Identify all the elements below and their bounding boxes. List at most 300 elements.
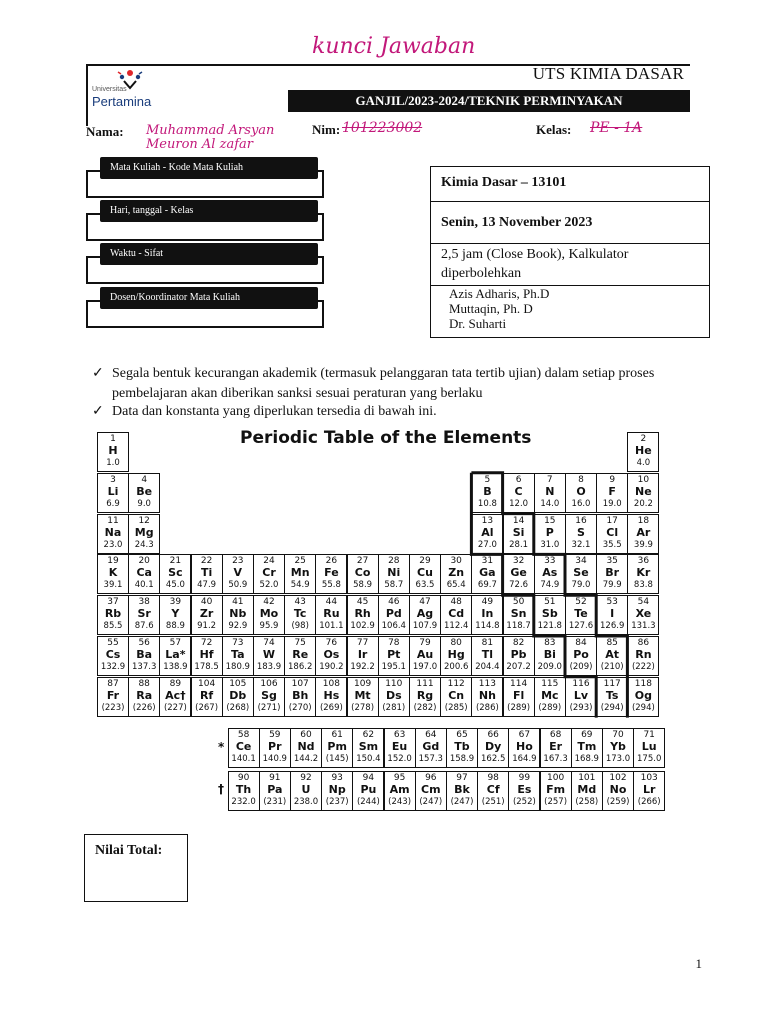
atomic-mass: (247) <box>450 796 474 807</box>
atomic-mass: 55.8 <box>321 580 341 591</box>
duration-line-2: diperbolehkan <box>441 266 522 281</box>
element-symbol: Th <box>235 782 252 796</box>
element-cell-be <box>128 473 160 513</box>
element-symbol: In <box>481 607 494 621</box>
actinide-marker: † <box>218 782 224 796</box>
atomic-number: 16 <box>575 515 587 526</box>
atomic-mass: (258) <box>575 796 599 807</box>
element-cell-te <box>565 595 597 635</box>
atomic-mass: 197.0 <box>412 662 438 672</box>
element-cell-xe <box>627 595 659 635</box>
atomic-mass: 192.2 <box>350 662 375 672</box>
element-symbol: Rh <box>354 607 371 621</box>
atomic-mass: 47.9 <box>197 580 217 591</box>
nim-value: 101223002 <box>342 120 423 136</box>
element-symbol: Hf <box>199 648 214 661</box>
atomic-number: 95 <box>393 772 406 783</box>
element-cell-no <box>602 771 634 811</box>
element-cell-w <box>253 636 285 676</box>
atomic-mass: 40.1 <box>134 580 154 591</box>
element-cell-sn <box>503 595 535 635</box>
element-cell-v <box>222 554 254 594</box>
atomic-number: 27 <box>356 556 369 567</box>
element-symbol: Mo <box>259 607 279 621</box>
element-symbol: Dy <box>485 740 502 753</box>
atomic-number: 2 <box>640 434 647 444</box>
element-cell-ts <box>596 677 628 717</box>
element-symbol: Fe <box>324 566 339 580</box>
atomic-mass: 69.7 <box>477 580 497 591</box>
element-symbol: Fr <box>106 688 120 702</box>
element-symbol: P <box>545 525 554 539</box>
element-symbol: Mn <box>290 566 310 580</box>
element-symbol: Cs <box>105 648 121 661</box>
atomic-number: 6 <box>515 474 522 485</box>
atomic-mass: (223) <box>101 702 125 713</box>
element-cell-er <box>540 728 572 768</box>
atomic-number: 9 <box>609 474 616 485</box>
term-bar: GANJIL/2023-2024/TEKNIK PERMINYAKAN <box>288 90 690 112</box>
element-symbol: Bk <box>454 782 470 796</box>
atomic-number: 94 <box>362 772 375 783</box>
element-symbol: Kr <box>636 566 651 580</box>
atomic-number: 45 <box>356 597 369 608</box>
atomic-number: 103 <box>640 772 658 783</box>
atomic-number: 30 <box>450 556 462 567</box>
atomic-number: 26 <box>325 556 338 567</box>
atomic-mass: (222) <box>631 662 655 672</box>
element-cell-hf <box>191 636 223 676</box>
element-cell-pb <box>503 636 535 676</box>
element-cell-am <box>384 771 416 811</box>
atomic-mass: 31.0 <box>540 539 560 550</box>
atomic-number: 66 <box>487 730 499 740</box>
element-cell-fr <box>97 677 129 717</box>
element-symbol: La* <box>165 648 186 661</box>
atomic-mass: 101.1 <box>319 621 344 632</box>
atomic-mass: 24.3 <box>134 539 154 550</box>
element-cell-mc <box>534 677 566 717</box>
element-symbol: H <box>108 444 118 457</box>
element-cell-fe <box>315 554 347 594</box>
atomic-number: 90 <box>237 772 250 783</box>
element-cell-yb <box>602 728 634 768</box>
element-cell-rh <box>347 595 379 635</box>
atomic-mass: 138.9 <box>163 662 188 672</box>
element-symbol: Br <box>605 566 620 580</box>
element-symbol: Np <box>328 782 346 796</box>
atomic-mass: 121.8 <box>537 621 562 632</box>
element-cell-fl <box>503 677 535 717</box>
logo-small-text: Universitas <box>92 86 127 93</box>
element-cell-gd <box>415 728 447 768</box>
element-symbol: Ho <box>516 740 533 753</box>
atomic-mass: 65.4 <box>446 580 466 591</box>
atomic-number: 19 <box>107 556 119 567</box>
element-cell-pd <box>378 595 410 635</box>
element-cell-og <box>627 677 659 717</box>
element-cell-cu <box>409 554 441 594</box>
element-symbol: Ts <box>605 688 619 702</box>
element-symbol: Rf <box>199 688 214 702</box>
element-symbol: Nd <box>297 740 315 753</box>
element-cell-lu <box>633 728 665 768</box>
element-cell-ra <box>128 677 160 717</box>
atomic-mass: 209.0 <box>537 662 562 672</box>
atomic-number: 61 <box>331 730 343 740</box>
class-value: PE - 1A <box>590 120 643 136</box>
element-symbol: Sg <box>261 688 277 702</box>
atomic-mass: (269) <box>319 702 343 713</box>
element-symbol: Am <box>389 782 410 796</box>
atomic-number: 41 <box>232 597 244 608</box>
element-symbol: Ce <box>235 740 252 753</box>
element-cell-br <box>596 554 628 594</box>
element-symbol: Db <box>229 688 247 702</box>
atomic-number: 58 <box>237 730 250 740</box>
element-symbol: U <box>301 782 311 796</box>
atomic-number: 72 <box>200 638 213 648</box>
atomic-mass: 88.9 <box>165 621 185 632</box>
element-cell-ds <box>378 677 410 717</box>
element-cell-pu <box>352 771 384 811</box>
course-row-label: Mata Kuliah - Kode Mata Kuliah <box>100 157 318 179</box>
atomic-mass: 91.2 <box>197 621 217 632</box>
atomic-mass: 162.5 <box>481 754 506 764</box>
atomic-mass: 106.4 <box>381 621 406 632</box>
element-cell-sb <box>534 595 566 635</box>
element-symbol: I <box>610 607 615 621</box>
course-name: Kimia Dasar – 13101 <box>441 175 567 190</box>
element-symbol: Lr <box>642 782 656 796</box>
atomic-number: 44 <box>325 597 338 608</box>
name-label: Nama: <box>86 124 124 139</box>
atomic-number: 84 <box>575 638 587 648</box>
rule-bullet-2: ✓ Data dan konstanta yang diperlukan tersedia di bawah ini. <box>92 402 437 422</box>
element-symbol: Mg <box>134 525 154 539</box>
element-symbol: Zr <box>199 607 214 621</box>
atomic-number: 10 <box>637 474 650 485</box>
atomic-mass: 39.9 <box>633 539 653 550</box>
element-symbol: Yb <box>610 740 626 753</box>
atomic-number: 113 <box>478 678 496 689</box>
atomic-number: 104 <box>198 678 216 689</box>
element-symbol: Fm <box>546 782 566 796</box>
element-cell-cn <box>440 677 472 717</box>
atomic-mass: 54.9 <box>290 580 310 591</box>
element-cell-cl <box>596 514 628 554</box>
atomic-mass: (289) <box>538 702 562 713</box>
atomic-mass: (244) <box>356 796 380 807</box>
element-symbol: Es <box>517 782 532 796</box>
atomic-number: 82 <box>512 638 525 648</box>
element-cell-tc <box>284 595 316 635</box>
element-symbol: Xe <box>635 607 652 621</box>
atomic-number: 64 <box>425 730 437 740</box>
atomic-number: 42 <box>263 597 275 608</box>
atomic-number: 96 <box>425 772 437 783</box>
atomic-mass: (281) <box>382 702 406 713</box>
atomic-mass: (98) <box>291 621 309 632</box>
atomic-number: 83 <box>544 638 556 648</box>
element-cell-sm <box>352 728 384 768</box>
element-cell-po <box>565 636 597 676</box>
atomic-mass: 200.6 <box>444 662 469 672</box>
element-cell-la <box>159 636 191 676</box>
element-symbol: Ga <box>479 566 496 580</box>
element-symbol: Ti <box>200 566 213 580</box>
element-cell-pt <box>378 636 410 676</box>
element-symbol: N <box>545 484 555 498</box>
element-cell-as <box>534 554 566 594</box>
atomic-number: 3 <box>110 474 116 485</box>
atomic-mass: 144.2 <box>293 754 319 764</box>
element-symbol: Og <box>634 688 652 702</box>
atomic-number: 97 <box>456 772 468 783</box>
element-cell-mg <box>128 514 160 554</box>
element-symbol: Pb <box>510 648 527 661</box>
element-symbol: Cn <box>448 688 465 702</box>
element-symbol: Ag <box>416 607 434 621</box>
element-symbol: Rg <box>416 688 434 702</box>
atomic-number: 59 <box>269 730 281 740</box>
atomic-mass: 19.0 <box>602 498 622 509</box>
atomic-mass: 95.9 <box>259 621 279 632</box>
atomic-number: 115 <box>541 678 559 689</box>
element-cell-ar <box>627 514 659 554</box>
atomic-number: 17 <box>606 515 618 526</box>
element-cell-np <box>321 771 353 811</box>
atomic-number: 23 <box>232 556 244 567</box>
atomic-number: 28 <box>388 556 400 567</box>
element-symbol: Ir <box>357 648 368 661</box>
atomic-number: 117 <box>603 678 621 689</box>
element-symbol: Sb <box>541 607 558 621</box>
element-symbol: At <box>605 648 620 661</box>
atomic-number: 31 <box>481 556 494 567</box>
element-cell-hg <box>440 636 472 676</box>
element-symbol: Po <box>573 648 589 661</box>
element-cell-mo <box>253 595 285 635</box>
atomic-mass: 232.0 <box>231 796 256 807</box>
atomic-mass: (257) <box>544 796 568 807</box>
atomic-number: 69 <box>581 730 593 740</box>
atomic-mass: 27.0 <box>477 539 497 550</box>
atomic-mass: 140.1 <box>231 754 256 764</box>
atomic-mass: (259) <box>606 796 630 807</box>
atomic-mass: 114.8 <box>475 621 500 632</box>
element-symbol: Ta <box>231 648 245 661</box>
element-cell-pr <box>259 728 291 768</box>
exam-date: Senin, 13 November 2023 <box>441 215 593 230</box>
atomic-number: 48 <box>450 597 462 608</box>
element-cell-dy <box>477 728 509 768</box>
page-number: 1 <box>695 956 702 971</box>
atomic-mass: 186.2 <box>288 662 313 672</box>
element-symbol: Ne <box>635 484 652 498</box>
element-symbol: Pd <box>385 607 402 621</box>
element-symbol: Sn <box>510 607 527 621</box>
element-symbol: Pt <box>387 648 401 661</box>
element-symbol: Eu <box>391 740 408 753</box>
element-symbol: Te <box>574 607 588 621</box>
element-symbol: Se <box>573 566 589 580</box>
atomic-mass: 157.3 <box>418 754 443 764</box>
element-cell-se <box>565 554 597 594</box>
element-symbol: K <box>108 566 118 580</box>
atomic-mass: 52.0 <box>259 580 279 591</box>
element-symbol: Ge <box>510 566 527 580</box>
atomic-number: 86 <box>637 638 650 648</box>
atomic-number: 4 <box>141 474 148 485</box>
atomic-mass: 175.0 <box>637 754 662 764</box>
atomic-number: 63 <box>393 730 406 740</box>
element-cell-pm <box>321 728 353 768</box>
lecturer-1: Azis Adharis, Ph.D <box>449 286 550 301</box>
element-symbol: Lv <box>573 688 589 702</box>
atomic-number: 57 <box>169 638 182 648</box>
element-symbol: Cd <box>448 607 465 621</box>
element-cell-ne <box>627 473 659 513</box>
element-cell-he <box>627 432 659 472</box>
element-cell-rb <box>97 595 129 635</box>
atomic-mass: 35.5 <box>602 539 622 550</box>
atomic-number: 50 <box>512 597 525 608</box>
lecturer-3: Dr. Suharti <box>449 316 507 331</box>
atomic-number: 91 <box>269 772 281 783</box>
element-cell-bk <box>446 771 478 811</box>
element-cell-eu <box>384 728 416 768</box>
element-cell-sg <box>253 677 285 717</box>
atomic-mass: 131.3 <box>631 621 656 632</box>
element-cell-sc <box>159 554 191 594</box>
element-symbol: No <box>609 782 627 796</box>
atomic-number: 14 <box>512 515 525 526</box>
atomic-number: 116 <box>572 678 590 689</box>
atomic-mass: 6.9 <box>106 498 120 509</box>
atomic-number: 105 <box>229 678 247 689</box>
element-cell-zr <box>191 595 223 635</box>
element-cell-ho <box>508 728 540 768</box>
element-symbol: Bh <box>292 688 309 702</box>
atomic-mass: 16.0 <box>571 498 591 509</box>
element-cell-o <box>565 473 597 513</box>
atomic-number: 73 <box>232 638 244 648</box>
atomic-mass: 45.0 <box>165 580 185 591</box>
atomic-number: 37 <box>107 597 119 608</box>
atomic-number: 18 <box>637 515 650 526</box>
atomic-mass: (231) <box>263 796 287 807</box>
element-symbol: Tc <box>293 607 307 621</box>
atomic-mass: 63.5 <box>415 580 435 591</box>
atomic-number: 75 <box>294 638 306 648</box>
atomic-number: 5 <box>484 474 491 485</box>
element-symbol: Tb <box>454 740 470 753</box>
element-cell-rn <box>627 636 659 676</box>
element-symbol: Cl <box>606 525 619 539</box>
atomic-mass: 180.9 <box>225 662 250 672</box>
atomic-number: 111 <box>416 678 434 689</box>
element-symbol: Pr <box>268 740 282 753</box>
element-cell-au <box>409 636 441 676</box>
element-cell-cm <box>415 771 447 811</box>
element-cell-nb <box>222 595 254 635</box>
element-symbol: Al <box>481 525 494 539</box>
exam-title: UTS KIMIA DASAR <box>532 64 684 83</box>
atomic-mass: (237) <box>325 796 349 807</box>
atomic-mass: (226) <box>132 702 156 713</box>
element-cell-n <box>534 473 566 513</box>
element-symbol: As <box>542 566 558 580</box>
element-cell-nd <box>290 728 322 768</box>
element-symbol: Os <box>323 648 340 661</box>
atomic-number: 114 <box>510 678 528 689</box>
atomic-mass: 92.9 <box>228 621 248 632</box>
atomic-mass: 10.8 <box>477 498 497 509</box>
check-icon: ✓ <box>92 366 104 381</box>
element-symbol: Mt <box>354 688 371 702</box>
element-symbol: Rb <box>104 607 122 621</box>
atomic-mass: 28.1 <box>509 539 529 550</box>
element-cell-c <box>503 473 535 513</box>
atomic-mass: (278) <box>351 702 375 713</box>
element-symbol: Ni <box>387 566 401 580</box>
element-symbol: Pm <box>327 740 347 753</box>
element-cell-pa <box>259 771 291 811</box>
element-cell-ac <box>159 677 191 717</box>
atomic-number: 36 <box>637 556 650 567</box>
atomic-number: 29 <box>419 556 431 567</box>
atomic-mass: (243) <box>388 796 412 807</box>
atomic-mass: 58.7 <box>384 580 404 591</box>
element-symbol: Md <box>577 782 597 796</box>
element-cell-os <box>315 636 347 676</box>
element-cell-h <box>97 432 129 472</box>
element-symbol: Be <box>136 484 153 498</box>
element-symbol: F <box>608 484 616 498</box>
atomic-mass: 74.9 <box>540 580 560 591</box>
element-cell-s <box>565 514 597 554</box>
element-cell-th <box>228 771 260 811</box>
element-cell-bi <box>534 636 566 676</box>
atomic-mass: 107.9 <box>412 621 438 632</box>
element-cell-k <box>97 554 129 594</box>
atomic-number: 12 <box>138 515 150 526</box>
atomic-number: 68 <box>549 730 562 740</box>
element-cell-ca <box>128 554 160 594</box>
element-cell-li <box>97 473 129 513</box>
element-symbol: He <box>635 444 652 457</box>
atomic-number: 87 <box>107 678 119 689</box>
element-symbol: Ac† <box>165 688 186 702</box>
element-symbol: Au <box>416 648 434 661</box>
element-symbol: Pu <box>360 782 377 796</box>
lanthanide-marker: * <box>218 740 225 754</box>
element-symbol: O <box>576 484 586 498</box>
element-cell-ti <box>191 554 223 594</box>
element-cell-hs <box>315 677 347 717</box>
atomic-mass: 178.5 <box>194 662 219 672</box>
atomic-mass: 164.9 <box>512 754 537 764</box>
atomic-mass: 20.2 <box>633 498 653 509</box>
atomic-mass: (294) <box>600 702 624 713</box>
atomic-number: 71 <box>643 730 655 740</box>
atomic-number: 20 <box>138 556 150 567</box>
atomic-mass: 238.0 <box>293 796 319 807</box>
atomic-number: 77 <box>356 638 369 648</box>
element-cell-cs <box>97 636 129 676</box>
element-cell-ge <box>503 554 535 594</box>
